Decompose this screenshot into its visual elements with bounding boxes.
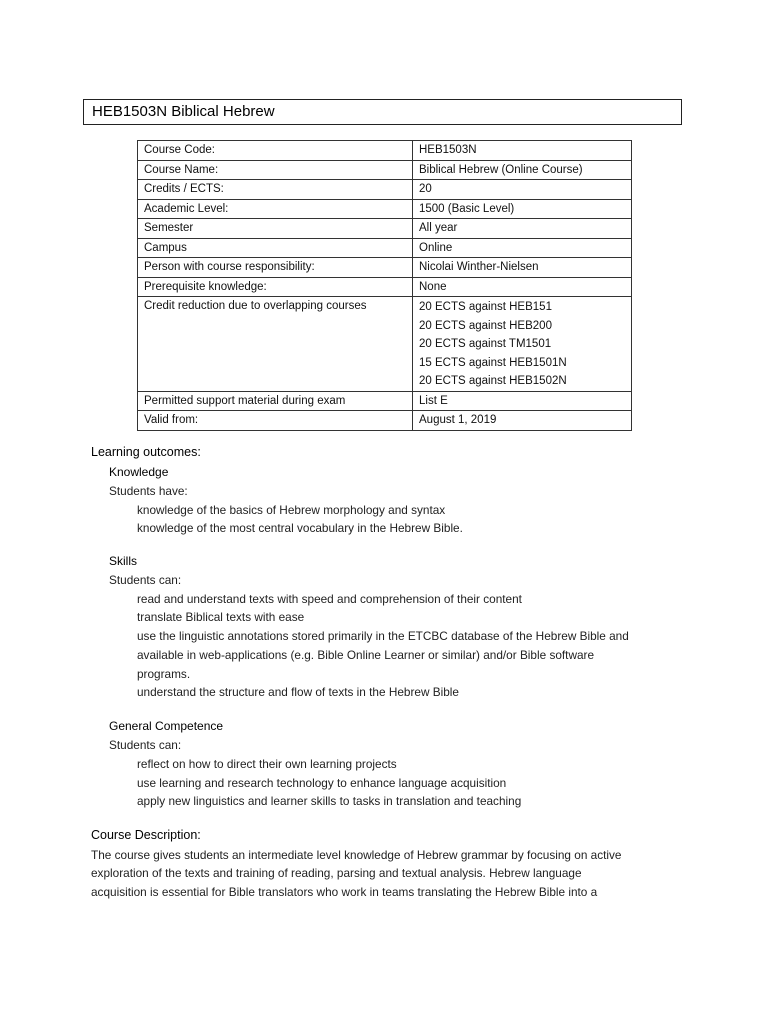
table-row (138, 180, 632, 200)
row-value: List E (413, 391, 632, 411)
list-item: apply new linguistics and learner skills to tasks in translation and teaching (137, 794, 522, 808)
table-row (138, 277, 632, 297)
table-row (138, 297, 632, 392)
row-value: Biblical Hebrew (Online Course) (413, 160, 632, 180)
skills-heading: Skills (109, 554, 138, 568)
table-row (138, 411, 632, 431)
table-row (138, 391, 632, 411)
list-item: available in web-applications (e.g. Bible Online Learner or similar) and/or Bible software (137, 648, 595, 662)
row-value: 20 (413, 180, 632, 200)
list-item: use learning and research technology to enhance language acquisition (137, 776, 507, 790)
list-item: use the linguistic annotations stored primarily in the ETCBC database of the Hebrew Bible and (137, 629, 629, 643)
row-label: Academic Level: (138, 199, 413, 219)
course-description-heading: Course Description: (91, 828, 201, 842)
course-info-table (137, 140, 632, 431)
row-value: HEB1503N (413, 141, 632, 161)
learning-outcomes-heading: Learning outcomes: (91, 445, 201, 459)
row-label: Course Code: (138, 141, 413, 161)
row-value (413, 297, 632, 392)
row-label: Credit reduction due to overlapping courses (138, 297, 413, 392)
table-row (138, 199, 632, 219)
row-label: Campus (138, 238, 413, 258)
row-label: Credits / ECTS: (138, 180, 413, 200)
row-value: None (413, 277, 632, 297)
table-row (138, 160, 632, 180)
table-row (138, 141, 632, 161)
table-row (138, 258, 632, 278)
general-competence-intro: Students can: (109, 738, 182, 752)
row-value: All year (413, 219, 632, 239)
course-description-text (91, 846, 681, 901)
row-label: Semester (138, 219, 413, 239)
list-item: knowledge of the most central vocabulary in the Hebrew Bible. (137, 521, 463, 535)
credit-reduction-item: 20 ECTS against TM1501 (419, 338, 552, 351)
credit-reduction-item: 20 ECTS against HEB200 (419, 319, 552, 332)
credit-reduction-item: 15 ECTS against HEB1501N (419, 356, 567, 369)
table-row (138, 238, 632, 258)
row-label: Permitted support material during exam (138, 391, 413, 411)
list-item: translate Biblical texts with ease (137, 610, 305, 624)
list-item: reflect on how to direct their own learning projects (137, 757, 397, 771)
table-row (138, 219, 632, 239)
paragraph-line: The course gives students an intermediate level knowledge of Hebrew grammar by focusing on active (91, 848, 622, 862)
row-label: Prerequisite knowledge: (138, 277, 413, 297)
credit-reduction-item: 20 ECTS against HEB151 (419, 301, 552, 313)
skills-intro: Students can: (109, 573, 182, 587)
row-label: Valid from: (138, 411, 413, 431)
knowledge-intro: Students have: (109, 484, 188, 498)
credit-reduction-item: 20 ECTS against HEB1502N (419, 375, 567, 388)
list-item: programs. (137, 667, 191, 681)
list-item: read and understand texts with speed and comprehension of their content (137, 592, 522, 606)
list-item: knowledge of the basics of Hebrew morphology and syntax (137, 503, 446, 517)
row-label: Person with course responsibility: (138, 258, 413, 278)
row-value: Nicolai Winther-Nielsen (413, 258, 632, 278)
knowledge-heading: Knowledge (109, 465, 169, 479)
general-competence-heading: General Competence (109, 719, 224, 733)
row-value: 1500 (Basic Level) (413, 199, 632, 219)
course-title: HEB1503N Biblical Hebrew (83, 99, 682, 125)
paragraph-line: acquisition is essential for Bible translators who work in teams translating the Hebrew Bible into a (91, 884, 598, 899)
paragraph-line: exploration of the texts and training of reading, parsing and textual analysis. Hebrew language (91, 866, 582, 881)
list-item: understand the structure and flow of texts in the Hebrew Bible (137, 685, 459, 699)
row-label: Course Name: (138, 160, 413, 180)
row-value: Online (413, 238, 632, 258)
row-value: August 1, 2019 (413, 411, 632, 431)
